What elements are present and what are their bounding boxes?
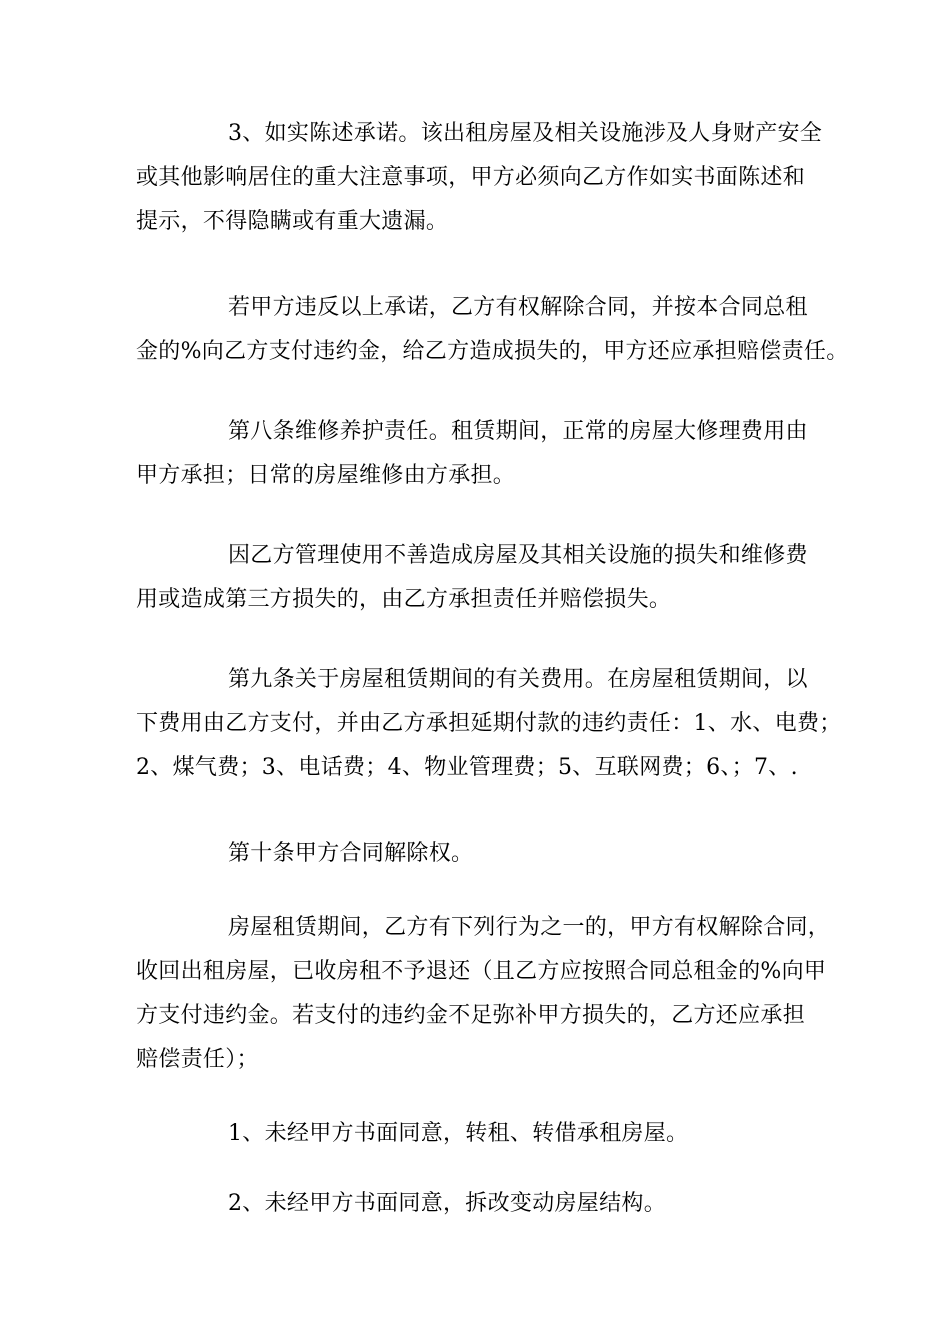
text-line: 3、如实陈述承诺。该出租房屋及相关设施涉及人身财产安全 (228, 121, 823, 146)
text-line: 金的%向乙方支付违约金，给乙方造成损失的，甲方还应承担赔偿责任。 (136, 339, 849, 364)
text-line: 第十条甲方合同解除权。 (228, 841, 474, 866)
text-line: 用或造成第三方损失的，由乙方承担责任并赔偿损失。 (136, 587, 672, 612)
text-line: 下费用由乙方支付，并由乙方承担延期付款的违约责任：1、水、电费； (136, 711, 842, 736)
text-line: 甲方承担；日常的房屋维修由方承担。 (136, 463, 516, 488)
list-item-structure-change (136, 1182, 836, 1226)
text-line: 2、未经甲方书面同意，拆改变动房屋结构。 (228, 1191, 666, 1216)
text-line: 2、煤气费；3、电话费；4、物业管理费；5、互联网费；6、；7、. (136, 755, 798, 780)
text-line: 1、未经甲方书面同意，转租、转借承租房屋。 (228, 1121, 689, 1146)
text-line: 收回出租房屋，已收房租不予退还（且乙方应按照合同总租金的%向甲 (136, 959, 827, 984)
paragraph-breach-penalty (136, 286, 849, 374)
text-line: 因乙方管理使用不善造成房屋及其相关设施的损失和维修费 (228, 543, 808, 568)
paragraph-tenant-damage-liability (136, 534, 836, 622)
text-line: 提示，不得隐瞒或有重大遗漏。 (136, 209, 449, 234)
paragraph-article-8-maintenance (136, 410, 836, 498)
text-line: 房屋租赁期间，乙方有下列行为之一的，甲方有权解除合同， (228, 915, 831, 940)
list-item-sublet (136, 1112, 836, 1156)
text-line: 赔偿责任）； (136, 1047, 259, 1072)
text-line: 若甲方违反以上承诺，乙方有权解除合同，并按本合同总租 (228, 295, 808, 320)
paragraph-termination-conditions (136, 906, 836, 1082)
paragraph-article-9-fees (136, 658, 842, 790)
text-line: 第八条维修养护责任。租赁期间，正常的房屋大修理费用由 (228, 419, 808, 444)
text-line: 第九条关于房屋租赁期间的有关费用。在房屋租赁期间，以 (228, 667, 808, 692)
paragraph-commitment-statement (136, 112, 836, 244)
text-line: 或其他影响居住的重大注意事项，甲方必须向乙方作如实书面陈述和 (136, 165, 806, 190)
paragraph-article-10-heading (136, 832, 836, 876)
text-line: 方支付违约金。若支付的违约金不足弥补甲方损失的，乙方还应承担 (136, 1003, 806, 1028)
